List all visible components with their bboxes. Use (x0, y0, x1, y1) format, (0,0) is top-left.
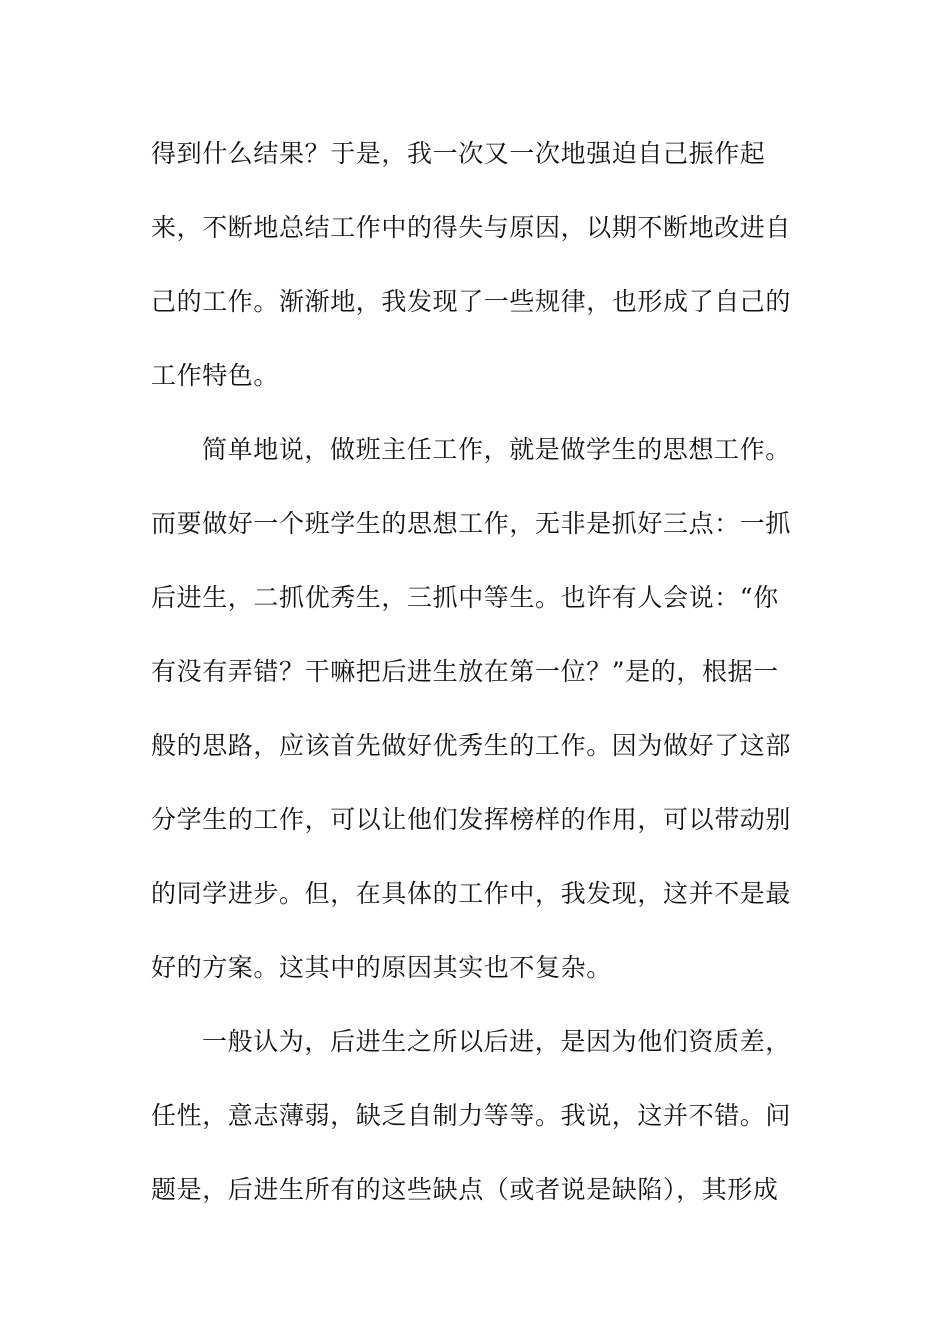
text-line: 任性，意志薄弱，缺乏自制力等等。我说，这并不错。问 (151, 1101, 792, 1130)
text-line: 题是，后进生所有的这些缺点（或者说是缺陷），其形成 (151, 1175, 779, 1204)
text-line: 来，不断地总结工作中的得失与原因，以期不断地改进自 (151, 213, 792, 242)
body-text (151, 128, 791, 1238)
text-line: 般的思路，应该首先做好优秀生的工作。因为做好了这部 (151, 731, 792, 760)
text-line: 而要做好一个班学生的思想工作，无非是抓好三点：一抓 (151, 509, 792, 538)
text-line: 得到什么结果？于是，我一次又一次地强迫自己振作起 (151, 139, 766, 168)
text-line: 分学生的工作，可以让他们发挥榜样的作用，可以带动别 (151, 805, 792, 834)
paragraph-first-line: 一般认为，后进生之所以后进，是因为他们资质差， (202, 1027, 791, 1056)
text-line: 好的方案。这其中的原因其实也不复杂。 (151, 953, 612, 982)
text-line: 后进生，二抓优秀生，三抓中等生。也许有人会说：“你 (151, 583, 779, 612)
text-line: 工作特色。 (151, 361, 280, 390)
paragraph-first-line: 简单地说，做班主任工作，就是做学生的思想工作。 (202, 435, 791, 464)
text-line: 己的工作。渐渐地，我发现了一些规律，也形成了自己的 (151, 287, 792, 316)
text-line: 有没有弄错？干嘛把后进生放在第一位？”是的，根据一 (151, 657, 779, 686)
text-line: 的同学进步。但，在具体的工作中，我发现，这并不是最 (151, 879, 792, 908)
